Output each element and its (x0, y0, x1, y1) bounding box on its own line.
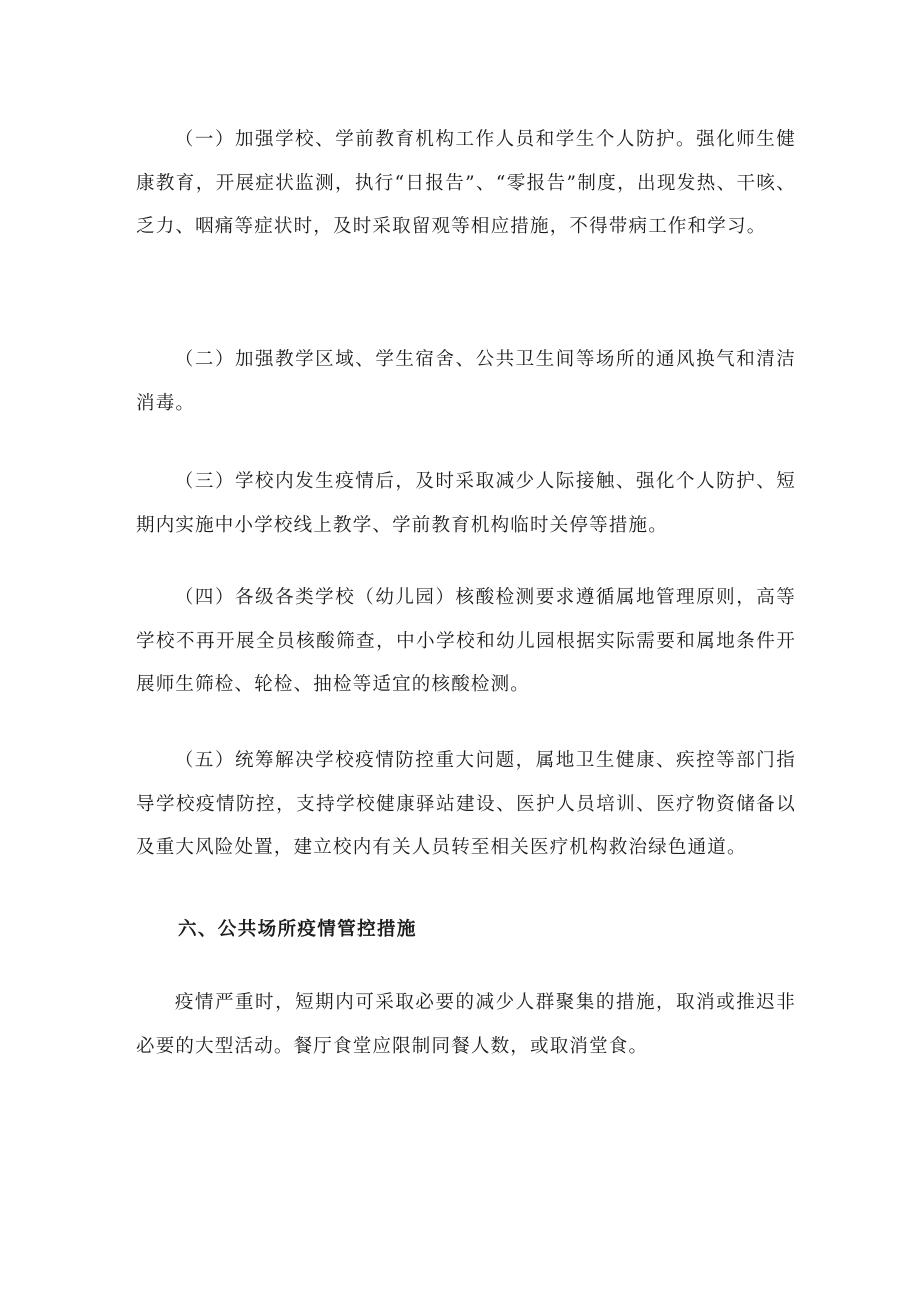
paragraph-coordination: （五）统筹解决学校疫情防控重大问题，属地卫生健康、疾控等部门指导学校疫情防控，支持学校健康驿站建设、医护人员培训、医疗物资储备以及重大风险处置，建立校内有关人员转至相关医疗机构救治绿色通道。 (136, 750, 796, 858)
paragraph-ventilation-disinfection: （二）加强教学区域、学生宿舍、公共卫生间等场所的通风换气和清洁消毒。 (136, 349, 796, 414)
paragraph-nucleic-acid-testing: （四）各级各类学校（幼儿园）核酸检测要求遵循属地管理原则，高等学校不再开展全员核酸筛查，中小学校和幼儿园根据实际需要和属地条件开展师生筛检、轮检、抽检等适宜的核酸检测。 (136, 587, 796, 695)
paragraph-public-places: 疫情严重时，短期内可采取必要的减少人群聚集的措施，取消或推迟非必要的大型活动。餐厅食堂应限制同餐人数，或取消堂食。 (136, 992, 796, 1057)
section-heading: 六、公共场所疫情管控措施 (178, 919, 417, 940)
paragraph-school-staff-protection: （一）加强学校、学前教育机构工作人员和学生个人防护。强化师生健康教育，开展症状监测，执行“日报告”、“零报告”制度，出现发热、干咳、乏力、咽痛等症状时，及时采取留观等相应措施，不得带病工作和学习。 (136, 129, 796, 237)
paragraph-outbreak-response: （三）学校内发生疫情后，及时采取减少人际接触、强化个人防护、短期内实施中小学校线上教学、学前教育机构临时关停等措施。 (136, 471, 796, 536)
